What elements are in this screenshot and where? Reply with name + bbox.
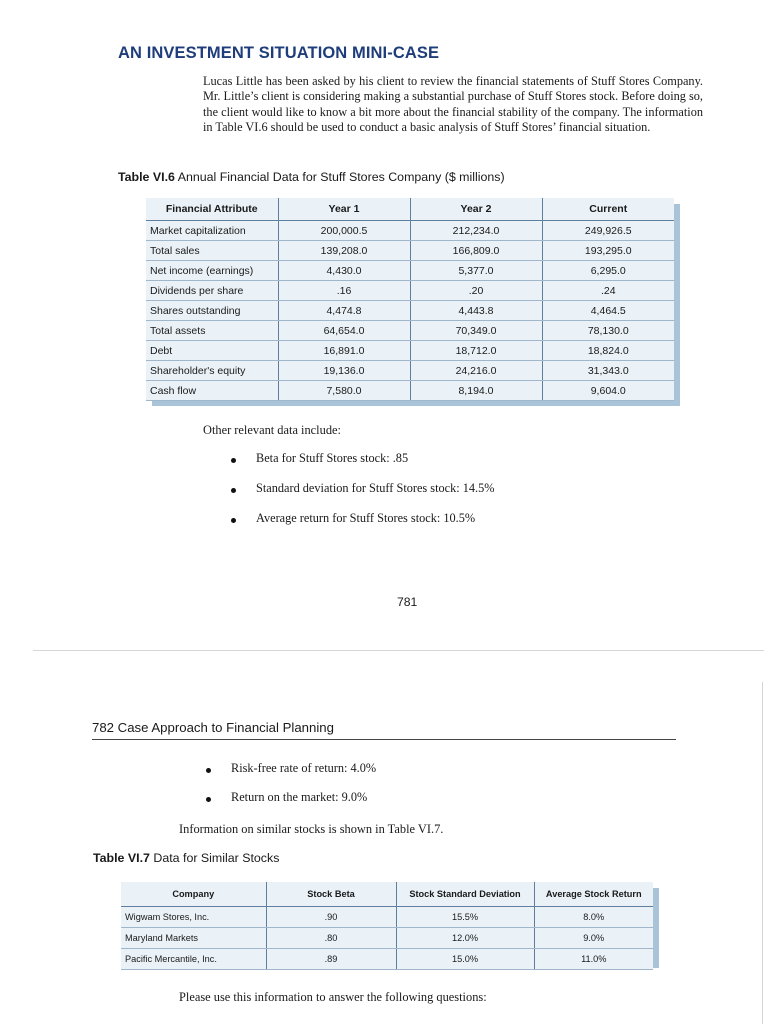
closing-instruction: Please use this information to answer the following questions: xyxy=(179,990,487,1004)
table-cell: 24,216.0 xyxy=(410,361,542,381)
table-row xyxy=(146,281,674,301)
table6-caption-text: Annual Financial Data for Stuff Stores Company ($ millions) xyxy=(177,170,505,184)
table-cell: 11.0% xyxy=(534,949,653,970)
bullet-dot xyxy=(231,458,236,463)
table7-caption xyxy=(93,851,279,865)
table-cell: Shareholder's equity xyxy=(146,361,278,381)
case-paragraph: Lucas Little has been asked by his client to review the financial statements of Stuff Stores Company. Mr. Little’s client is considering making a substantial purchase of Stuff Stores stock. Before doing so, the client would like to know a bit more about the financial stability of the company. The information in Table VI.6 should be used to conduct a basic analysis of Stuff Stores’ financial situation. xyxy=(203,74,703,134)
table-row xyxy=(146,361,674,381)
table7-caption-text: Data for Similar Stocks xyxy=(153,851,280,865)
table-cell: Net income (earnings) xyxy=(146,261,278,281)
table-cell: 9.0% xyxy=(534,928,653,949)
table-cell: Total sales xyxy=(146,241,278,261)
table-row xyxy=(146,341,674,361)
bullet-item: Average return for Stuff Stores stock: 10.5% xyxy=(256,511,476,525)
table-cell: 31,343.0 xyxy=(542,361,674,381)
table-row xyxy=(146,381,674,401)
table-cell: 4,443.8 xyxy=(410,301,542,321)
table-row xyxy=(146,241,674,261)
bullet-dot xyxy=(231,518,236,523)
table-cell: 12.0% xyxy=(396,928,534,949)
table-cell: 249,926.5 xyxy=(542,221,674,241)
bullet-dot xyxy=(206,768,211,773)
table-cell: 18,824.0 xyxy=(542,341,674,361)
table7-header-stddev: Stock Standard Deviation xyxy=(396,882,534,907)
table-cell: Debt xyxy=(146,341,278,361)
financial-data-table xyxy=(146,198,674,401)
bullet-item: Standard deviation for Stuff Stores stock: 14.5% xyxy=(256,481,495,495)
table-cell: 64,654.0 xyxy=(278,321,410,341)
table-cell: .90 xyxy=(266,907,396,928)
header-rule xyxy=(92,739,676,740)
table-cell: Cash flow xyxy=(146,381,278,401)
page-divider xyxy=(33,650,764,651)
table-cell: Shares outstanding xyxy=(146,301,278,321)
table7-header-beta: Stock Beta xyxy=(266,882,396,907)
table-cell: Wigwam Stores, Inc. xyxy=(121,907,266,928)
table7-caption-label: Table VI.7 xyxy=(93,851,150,865)
page-edge xyxy=(762,682,763,1024)
bullet-item: Risk-free rate of return: 4.0% xyxy=(231,761,377,775)
page-number: 781 xyxy=(397,595,418,609)
case-title: AN INVESTMENT SITUATION MINI-CASE xyxy=(118,44,440,62)
table-cell: 6,295.0 xyxy=(542,261,674,281)
table7-header-company: Company xyxy=(121,882,266,907)
table-row xyxy=(121,928,653,949)
table-row xyxy=(146,261,674,281)
table-cell: 7,580.0 xyxy=(278,381,410,401)
table-cell: 212,234.0 xyxy=(410,221,542,241)
table-row xyxy=(121,907,653,928)
table-row xyxy=(146,301,674,321)
table-cell: 70,349.0 xyxy=(410,321,542,341)
table6-header-year2: Year 2 xyxy=(410,198,542,221)
table7-header-row xyxy=(121,882,653,907)
table6-header-current: Current xyxy=(542,198,674,221)
other-data-intro: Other relevant data include: xyxy=(203,423,341,437)
table-cell: .20 xyxy=(410,281,542,301)
table-cell: 8.0% xyxy=(534,907,653,928)
bullet-item: Return on the market: 9.0% xyxy=(231,790,368,804)
bullet-item: Beta for Stuff Stores stock: .85 xyxy=(256,451,409,465)
table6-header-attribute: Financial Attribute xyxy=(146,198,278,221)
table-cell: 193,295.0 xyxy=(542,241,674,261)
table-cell: Total assets xyxy=(146,321,278,341)
table-cell: Maryland Markets xyxy=(121,928,266,949)
table-cell: 18,712.0 xyxy=(410,341,542,361)
table-cell: 78,130.0 xyxy=(542,321,674,341)
table-cell: 4,464.5 xyxy=(542,301,674,321)
running-header: 782 Case Approach to Financial Planning xyxy=(92,720,334,735)
bullet-dot xyxy=(206,797,211,802)
table-cell: 9,604.0 xyxy=(542,381,674,401)
info-line: Information on similar stocks is shown in Table VI.7. xyxy=(179,822,444,836)
table6-header-row xyxy=(146,198,674,221)
table-cell: .89 xyxy=(266,949,396,970)
table-cell: .80 xyxy=(266,928,396,949)
table-cell: 5,377.0 xyxy=(410,261,542,281)
table-cell: 15.0% xyxy=(396,949,534,970)
table-row xyxy=(146,221,674,241)
bullet-dot xyxy=(231,488,236,493)
table-cell: 19,136.0 xyxy=(278,361,410,381)
table6-caption-label: Table VI.6 xyxy=(118,170,175,184)
table-cell: .16 xyxy=(278,281,410,301)
table-cell: Pacific Mercantile, Inc. xyxy=(121,949,266,970)
table6-header-year1: Year 1 xyxy=(278,198,410,221)
table6-container xyxy=(146,198,674,400)
table-cell: 4,474.8 xyxy=(278,301,410,321)
table-cell: 200,000.5 xyxy=(278,221,410,241)
table-cell: 139,208.0 xyxy=(278,241,410,261)
table-cell: 16,891.0 xyxy=(278,341,410,361)
table-cell: 166,809.0 xyxy=(410,241,542,261)
table-cell: 8,194.0 xyxy=(410,381,542,401)
similar-stocks-table xyxy=(121,882,653,970)
table-cell: 4,430.0 xyxy=(278,261,410,281)
table-row xyxy=(121,949,653,970)
table7-header-return: Average Stock Return xyxy=(534,882,653,907)
table-cell: Market capitalization xyxy=(146,221,278,241)
table-cell: Dividends per share xyxy=(146,281,278,301)
table7-container xyxy=(121,882,653,962)
table-cell: .24 xyxy=(542,281,674,301)
table6-caption xyxy=(118,170,505,184)
table-cell: 15.5% xyxy=(396,907,534,928)
table-row xyxy=(146,321,674,341)
